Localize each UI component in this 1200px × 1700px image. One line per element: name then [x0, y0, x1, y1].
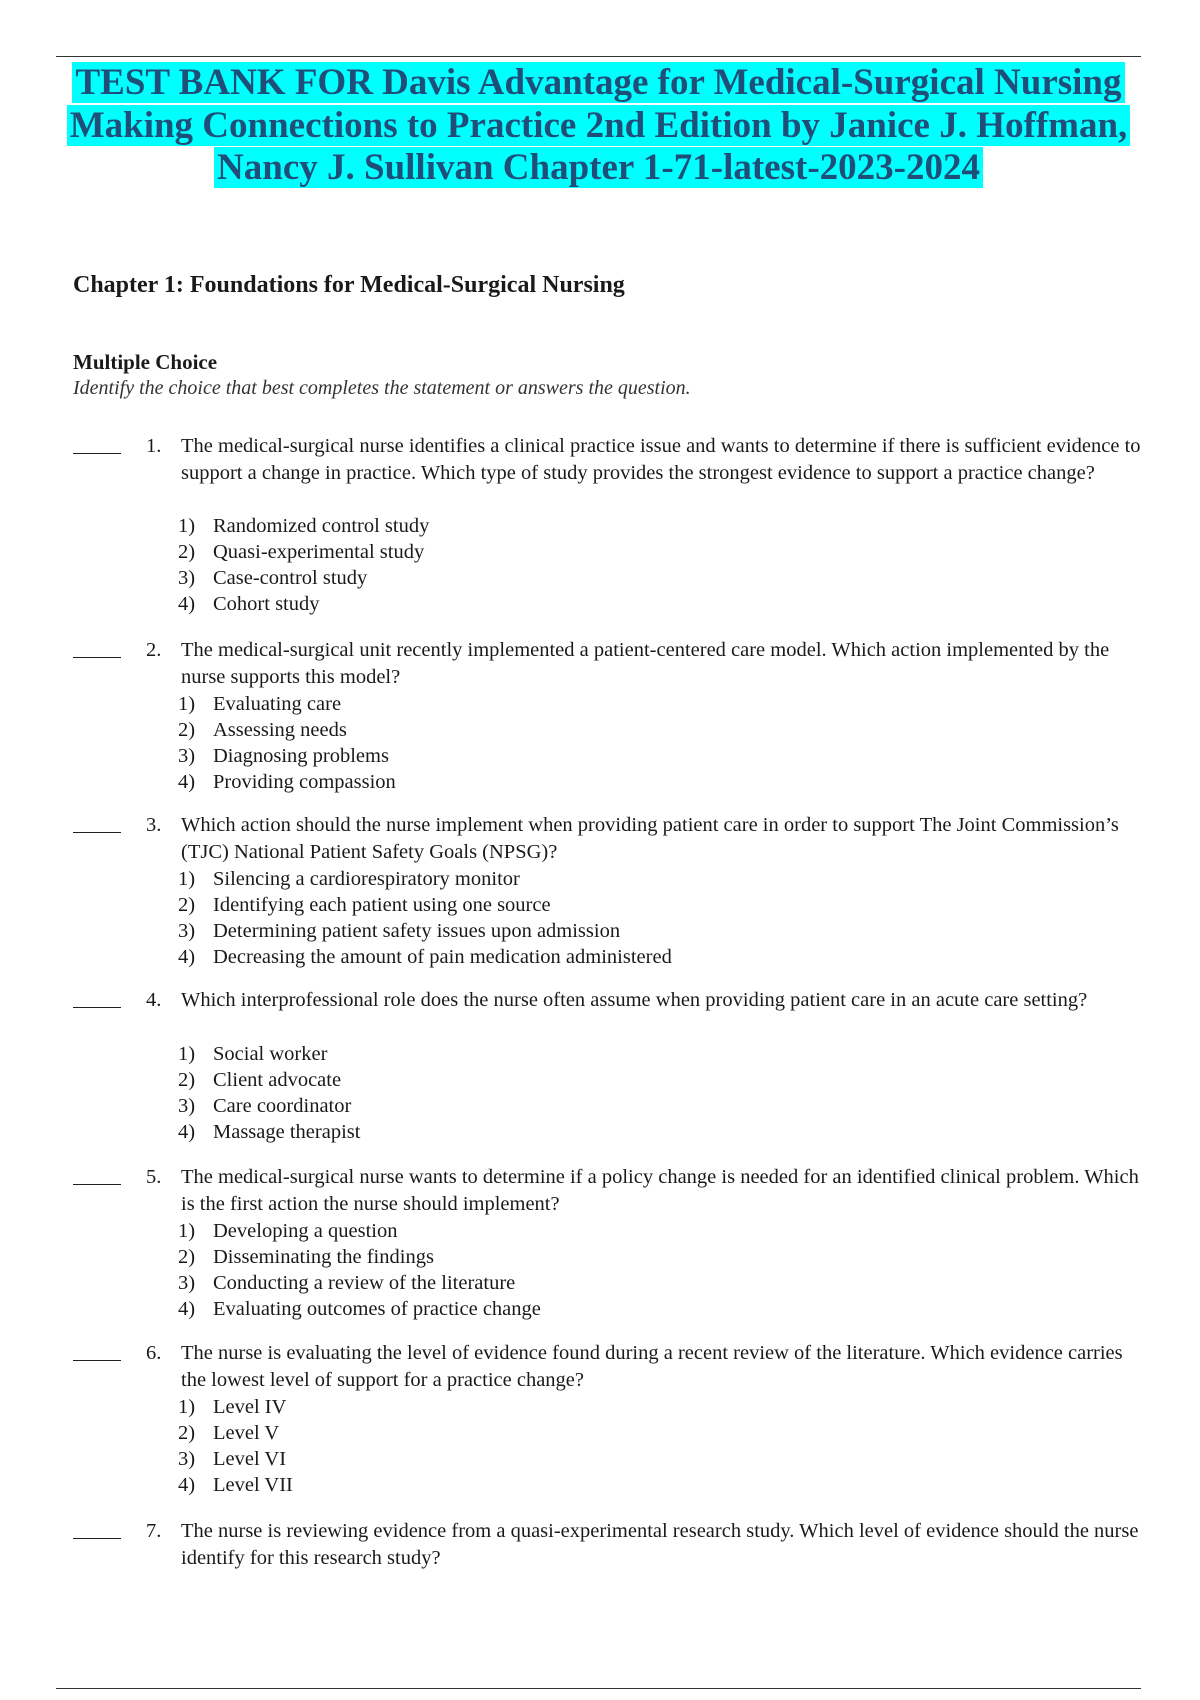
option-number: 3) — [178, 920, 196, 942]
option-number: 2) — [178, 1069, 196, 1091]
option-text: Conducting a review of the literature — [213, 1272, 516, 1294]
document-title — [56, 62, 1141, 190]
option-text: Cohort study — [213, 593, 320, 615]
option-text: Social worker — [213, 1043, 328, 1065]
option-text: Randomized control study — [213, 515, 430, 537]
question-number: 3. — [146, 814, 162, 836]
option-number: 2) — [178, 894, 196, 916]
option-text: Providing compassion — [213, 771, 396, 793]
question-text: The nurse is reviewing evidence from a quasi-experimental research study. Which level of evidence should the nurse identify for this research study? — [181, 1520, 1139, 1569]
option-text: Level IV — [213, 1396, 287, 1418]
answer-blank[interactable] — [73, 453, 121, 454]
title-line-1: TEST BANK FOR Davis Advantage for Medical-Surgical Nursing — [72, 62, 1124, 103]
option-number: 3) — [178, 1448, 196, 1470]
question-number: 2. — [146, 639, 162, 661]
answer-blank[interactable] — [73, 1007, 121, 1008]
question-stem — [146, 1164, 1146, 1217]
question-stem — [146, 987, 1146, 1014]
option-number: 4) — [178, 1121, 196, 1143]
option-number: 3) — [178, 1095, 196, 1117]
title-line-3: Nancy J. Sullivan Chapter 1-71-latest-2023-2024 — [214, 147, 983, 188]
option-number: 1) — [178, 1396, 196, 1418]
question-text: The medical-surgical nurse wants to determine if a policy change is needed for an identified clinical problem. Which is the first action the nurse should implement? — [181, 1166, 1139, 1215]
question-number: 4. — [146, 989, 162, 1011]
option-number: 4) — [178, 771, 196, 793]
instructions: Identify the choice that best completes the statement or answers the question. — [73, 377, 691, 399]
option-number: 3) — [178, 745, 196, 767]
option-number: 2) — [178, 1422, 196, 1444]
question-stem — [146, 433, 1146, 486]
question-number: 1. — [146, 435, 162, 457]
question-text: The medical-surgical nurse identifies a clinical practice issue and wants to determine if there is sufficient evidence to support a change in practice. Which type of study provides the strongest evidence to support a practice change? — [181, 435, 1141, 484]
answer-blank[interactable] — [73, 832, 121, 833]
option-number: 4) — [178, 1474, 196, 1496]
question-stem — [146, 1518, 1146, 1571]
question-text: Which interprofessional role does the nurse often assume when providing patient care in an acute care setting? — [181, 989, 1088, 1011]
option-number: 4) — [178, 1298, 196, 1320]
option-number: 1) — [178, 1043, 196, 1065]
option-text: Developing a question — [213, 1220, 398, 1242]
title-line-2: Making Connections to Practice 2nd Edition by Janice J. Hoffman, — [67, 105, 1131, 146]
option-number: 1) — [178, 868, 196, 890]
answer-blank[interactable] — [73, 1184, 121, 1185]
option-text: Decreasing the amount of pain medication administered — [213, 946, 672, 968]
question-text: Which action should the nurse implement when providing patient care in order to support The Joint Commission’s (TJC) National Patient Safety Goals (NPSG)? — [181, 814, 1119, 863]
option-text: Silencing a cardiorespiratory monitor — [213, 868, 520, 890]
option-text: Level VI — [213, 1448, 287, 1470]
option-text: Massage therapist — [213, 1121, 361, 1143]
question-stem — [146, 637, 1146, 690]
option-text: Determining patient safety issues upon admission — [213, 920, 621, 942]
option-text: Quasi-experimental study — [213, 541, 425, 563]
option-number: 1) — [178, 1220, 196, 1242]
option-text: Case-control study — [213, 567, 368, 589]
question-stem — [146, 812, 1146, 865]
question-number: 7. — [146, 1520, 162, 1542]
option-text: Disseminating the findings — [213, 1246, 434, 1268]
answer-blank[interactable] — [73, 657, 121, 658]
option-number: 3) — [178, 1272, 196, 1294]
section-heading: Multiple Choice — [73, 350, 218, 374]
question-number: 6. — [146, 1342, 162, 1364]
bottom-rule — [56, 1688, 1141, 1689]
option-text: Assessing needs — [213, 719, 347, 741]
option-number: 1) — [178, 693, 196, 715]
option-text: Level V — [213, 1422, 280, 1444]
option-number: 1) — [178, 515, 196, 537]
answer-blank[interactable] — [73, 1538, 121, 1539]
option-text: Evaluating care — [213, 693, 342, 715]
question-text: The nurse is evaluating the level of evidence found during a recent review of the literature. Which evidence carries the lowest level of support for a practice change? — [181, 1342, 1123, 1391]
option-number: 3) — [178, 567, 196, 589]
option-number: 2) — [178, 1246, 196, 1268]
question-stem — [146, 1340, 1146, 1393]
top-rule — [56, 56, 1141, 57]
option-number: 4) — [178, 946, 196, 968]
option-text: Care coordinator — [213, 1095, 352, 1117]
option-text: Diagnosing problems — [213, 745, 389, 767]
answer-blank[interactable] — [73, 1360, 121, 1361]
option-number: 2) — [178, 541, 196, 563]
option-text: Identifying each patient using one source — [213, 894, 551, 916]
question-text: The medical-surgical unit recently implemented a patient-centered care model. Which action implemented by the nurse supports this model? — [181, 639, 1110, 688]
option-text: Client advocate — [213, 1069, 342, 1091]
question-number: 5. — [146, 1166, 162, 1188]
chapter-heading: Chapter 1: Foundations for Medical-Surgical Nursing — [73, 272, 625, 298]
option-number: 4) — [178, 593, 196, 615]
option-number: 2) — [178, 719, 196, 741]
option-text: Level VII — [213, 1474, 293, 1496]
option-text: Evaluating outcomes of practice change — [213, 1298, 541, 1320]
